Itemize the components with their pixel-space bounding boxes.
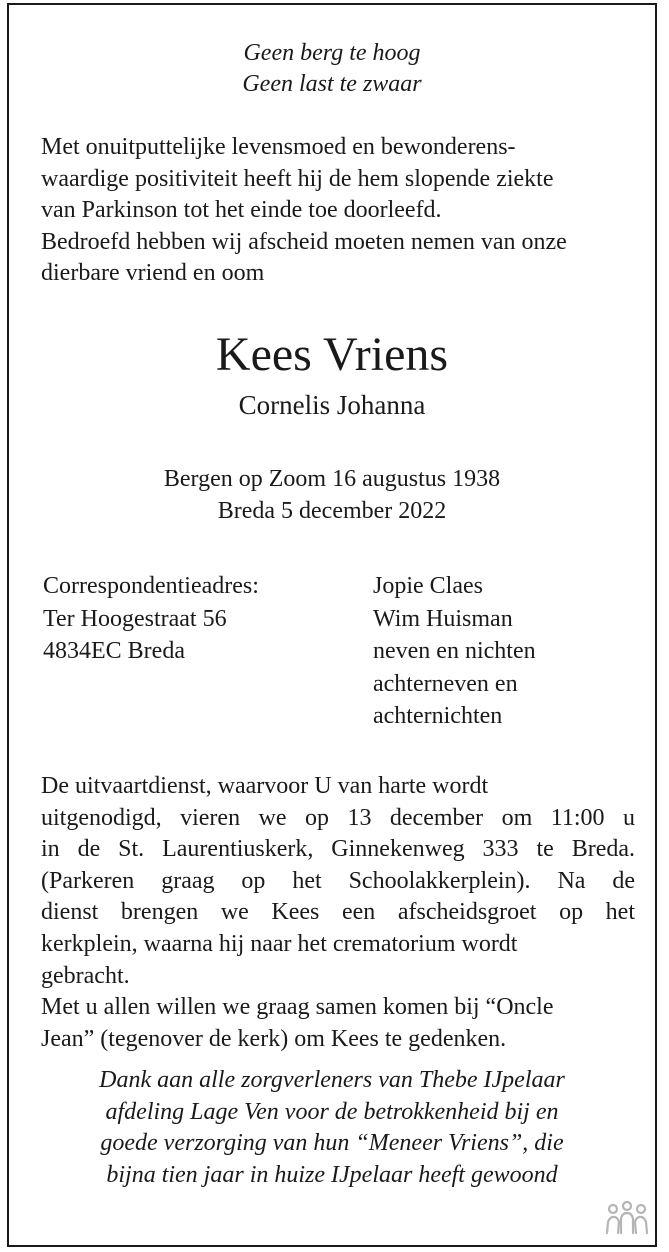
intro-paragraph <box>41 132 616 290</box>
family-list <box>373 570 536 733</box>
birth-line: Bergen op Zoom 16 augustus 1938 <box>163 466 501 492</box>
thanks-line: goede verzorging van hun “Meneer Vriens”, die <box>100 1130 564 1156</box>
family-line: neven en nichten <box>373 638 536 664</box>
address-street: Ter Hoogestraat 56 <box>43 605 227 632</box>
family-line: achterneven en <box>373 670 518 697</box>
people-group-icon <box>603 1200 651 1236</box>
service-line: dienst brengen we Kees een afscheidsgroet op het <box>41 899 635 926</box>
intro-line: Met onuitputtelijke levensmoed en bewonderens- <box>41 134 516 160</box>
service-line: De uitvaartdienst, waarvoor U van harte wordt <box>41 773 489 799</box>
motto <box>9 38 655 100</box>
motto-line: Geen last te zwaar <box>242 71 422 97</box>
family-line: Jopie Claes <box>373 573 483 599</box>
intro-line: waardige positiviteit heeft hij de hem slopende ziekte <box>41 165 554 192</box>
deceased-name: Kees Vriens <box>215 328 449 381</box>
deceased-given-names: Cornelis Johanna <box>238 390 426 420</box>
life-dates <box>9 463 655 527</box>
service-paragraph <box>41 771 635 1055</box>
service-line: gebracht. <box>41 962 130 989</box>
obituary-card <box>7 3 657 1247</box>
service-line: uitgenodigd, vieren we op 13 december om 11:00 u <box>41 804 635 831</box>
death-line: Breda 5 december 2022 <box>217 498 447 524</box>
correspondence-address <box>43 570 259 668</box>
motto-line: Geen berg te hoog <box>243 40 421 66</box>
intro-line: Bedroefd hebben wij afscheid moeten nemen van onze <box>41 228 567 255</box>
intro-line: dierbare vriend en oom <box>41 260 265 286</box>
thanks-line: afdeling Lage Ven voor de betrokkenheid bij en <box>105 1098 559 1125</box>
service-line: (Parkeren graag op het Schoolakkerplein). Na de <box>41 867 635 894</box>
address-city: 4834EC Breda <box>43 638 185 664</box>
family-line: achternichten <box>373 703 503 729</box>
service-line: Met u allen willen we graag samen komen bij “Oncle <box>41 994 554 1021</box>
intro-line: van Parkinson tot het einde toe doorleefd. <box>41 197 442 223</box>
service-line: Jean” (tegenover de kerk) om Kees te gedenken. <box>41 1025 507 1052</box>
family-line: Wim Huisman <box>373 605 513 632</box>
thanks-line: Dank aan alle zorgverleners van Thebe IJpelaar <box>99 1067 565 1093</box>
thanks-paragraph <box>9 1065 655 1191</box>
service-line: kerkplein, waarna hij naar het crematorium wordt <box>41 930 518 957</box>
thanks-line: bijna tien jaar in huize IJpelaar heeft gewoond <box>106 1161 558 1188</box>
address-label: Correspondentieadres: <box>43 573 259 599</box>
service-line: in de St. Laurentiuskerk, Ginnekenweg 333 te Breda. <box>41 836 635 863</box>
